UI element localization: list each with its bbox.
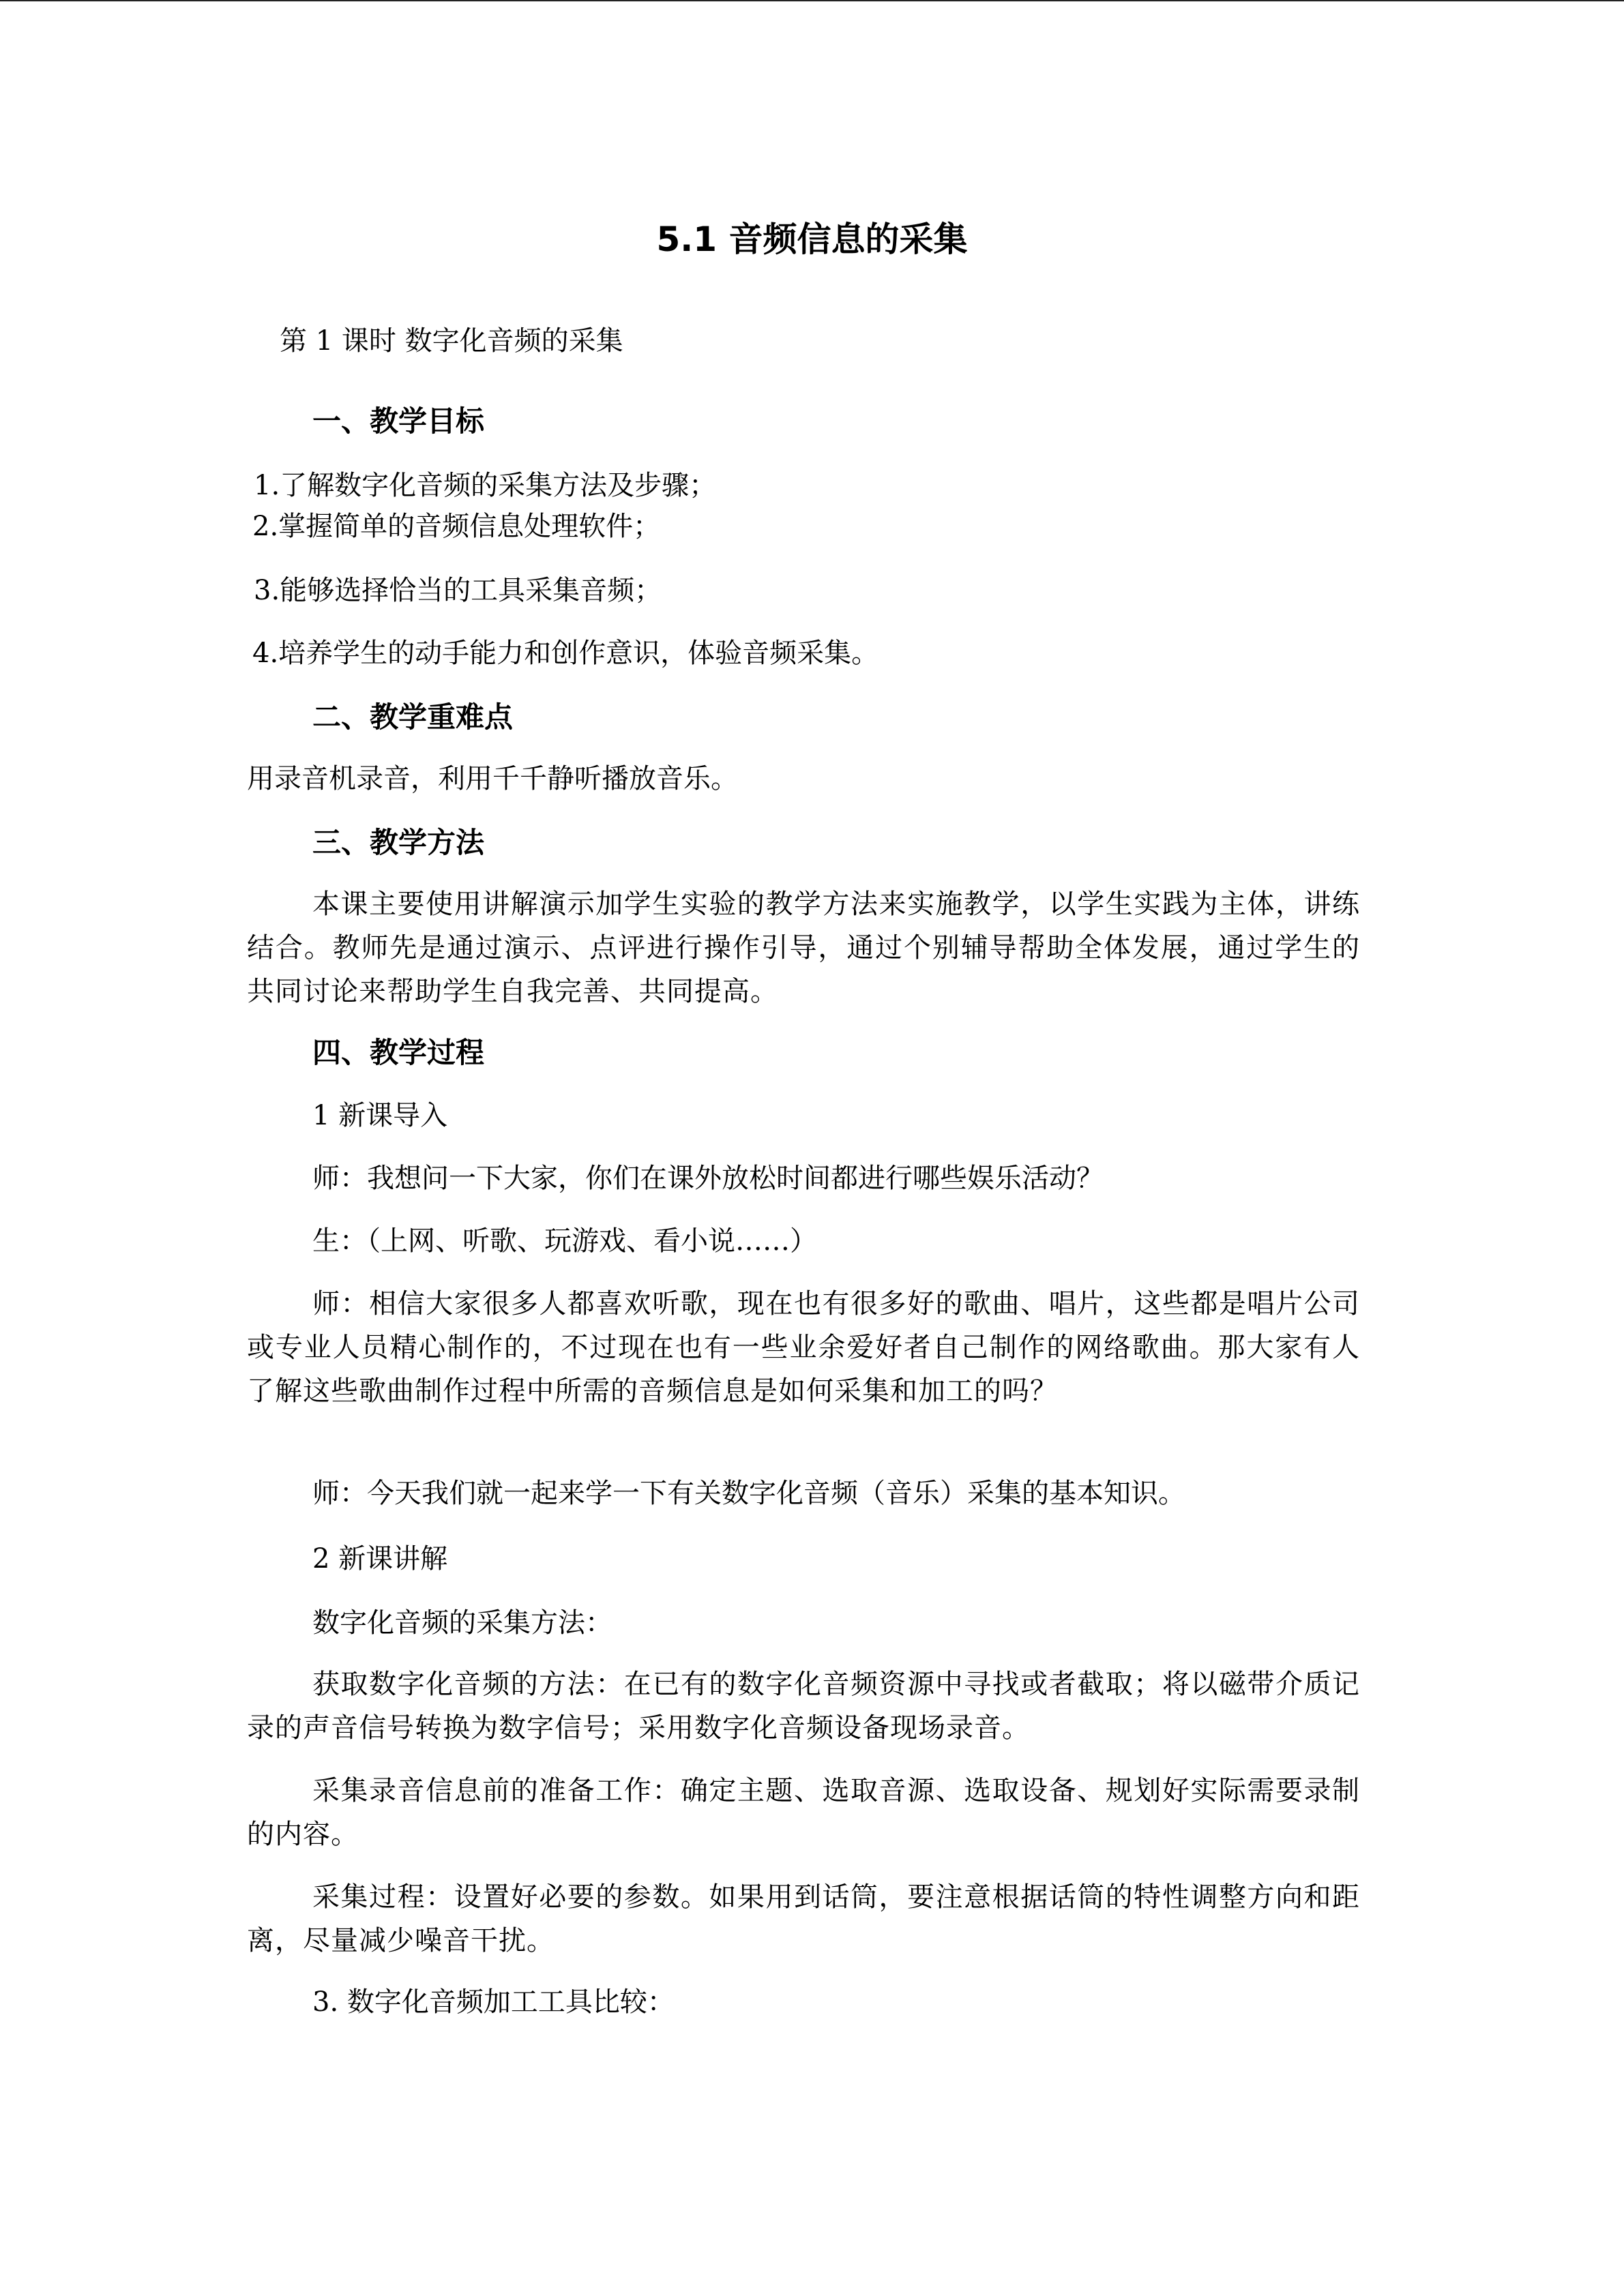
document-title: 5.1 音频信息的采集 [656, 220, 968, 259]
goals-heading: 一、教学目标 [312, 404, 485, 438]
dialogue-student-1: 生：（上网、听歌、玩游戏、看小说……） [312, 1225, 817, 1257]
dialogue-teacher-1: 师：我想问一下大家，你们在课外放松时间都进行哪些娱乐活动？ [312, 1163, 1104, 1194]
goal-item-3: 3.能够选择恰当的工具采集音频； [254, 575, 662, 606]
lesson-title: 第 1 课时 数字化音频的采集 [280, 325, 623, 357]
step-2-title: 2 新课讲解 [312, 1543, 448, 1575]
key-points-text: 用录音机录音，利用千千静听播放音乐。 [247, 763, 738, 794]
goal-item-2: 2.掌握简单的音频信息处理软件； [252, 511, 661, 542]
top-border [0, 0, 1624, 1]
dialogue-teacher-3: 师：今天我们就一起来学一下有关数字化音频（音乐）采集的基本知识。 [312, 1478, 1185, 1509]
collect-methods-title: 数字化音频的采集方法： [312, 1607, 612, 1639]
acquire-paragraph: 获取数字化音频的方法：在已有的数字化音频资源中寻找或者截取；将以磁带介质记录的声音信号转换为数字信号；采用数字化音频设备现场录音。 [247, 1669, 1360, 1744]
goal-item-1: 1.了解数字化音频的采集方法及步骤； [254, 470, 717, 501]
step-3-title: 3. 数字化音频加工工具比较： [312, 1986, 675, 2018]
prep-paragraph: 采集录音信息前的准备工作：确定主题、选取音源、选取设备、规划好实际需要录制的内容。 [247, 1775, 1360, 1850]
methods-heading: 三、教学方法 [312, 826, 485, 859]
goal-item-4: 4.培养学生的动手能力和创作意识，体验音频采集。 [252, 638, 879, 669]
process-heading: 四、教学过程 [312, 1036, 485, 1069]
key-points-heading: 二、教学重难点 [312, 700, 514, 734]
methods-paragraph: 本课主要使用讲解演示加学生实验的教学方法来实施教学，以学生实践为主体，讲练结合。教师先是通过演示、点评进行操作引导，通过个别辅导帮助全体发展，通过学生的共同讨论来帮助学生自我完善、共同提高。 [247, 889, 1360, 1007]
step-1-title: 1 新课导入 [312, 1100, 448, 1131]
dialogue-teacher-2: 师：相信大家很多人都喜欢听歌，现在也有很多好的歌曲、唱片，这些都是唱片公司或专业人员精心制作的，不过现在也有一些业余爱好者自己制作的网络歌曲。那大家有人了解这些歌曲制作过程中所需的音频信息是如何采集和加工的吗？ [247, 1288, 1360, 1407]
process-paragraph: 采集过程：设置好必要的参数。如果用到话筒，要注意根据话筒的特性调整方向和距离，尽量减少噪音干扰。 [247, 1881, 1360, 1956]
